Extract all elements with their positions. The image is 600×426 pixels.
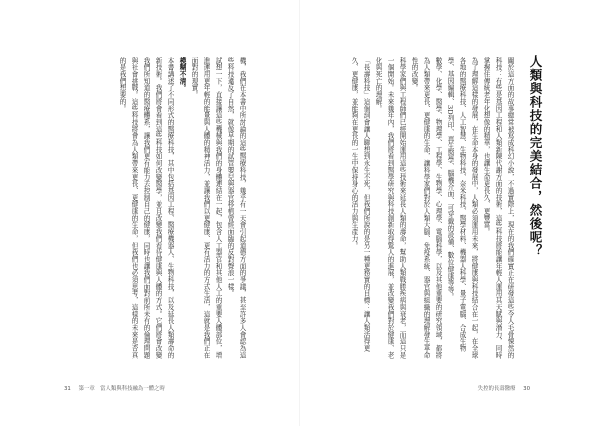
section-title: 人類與科技的完美結合，然後呢？	[528, 55, 543, 258]
right-footer	[478, 384, 536, 392]
left-chapter-title: 第一章 當人類與科技融為一體之時	[78, 386, 165, 392]
right-page-number: 30	[523, 386, 530, 392]
left-page-body	[70, 57, 248, 365]
right-paragraph-5: 「長壽科技」這個詞會讓人聯想到永生不死，但我們所說的是另一種更務實的目標：讓人類活得更久、更健康，並能夠在更長的一生中保持身心的活力與生產力。	[350, 57, 370, 352]
right-page-body	[330, 57, 516, 365]
right-paragraph-2: 為了理解這樣的發展，在生命本身的發展中，人類必須運用未來，將健康與科技結合在一起，在全球各地的醫療科技、人工智慧、生物科技、奈米科技、醫學材料、機器人科學、量子電腦、合成生物學、基因編輯、3D列印、再生醫學、腦機介面、可穿戴的設備、數位健康等等。	[446, 57, 478, 359]
left-paragraph-1: 機，我們在本書中所討論的這些醫療科技，幾乎有一天會引起道德方面的爭議，甚至許多人會認為這些科技違反了自然，就像早期的試管嬰兒與器官移植曾經面臨的反對聲浪一樣。	[226, 57, 246, 359]
left-paragraph-3: 模糊不清。	[178, 57, 186, 92]
book-gutter	[299, 0, 300, 426]
left-paragraph-2: 試想一下，直接讓這些機械與我們的身體連結在一起，包含人工器官和其他人工的重要人體部位，增進運用更年輕的能量與人體的精神活力，並讓我們以更健康、更有活力的方式生活，這就是我們正在面對的現實。	[190, 57, 222, 359]
left-footer	[64, 384, 171, 392]
right-paragraph-4: 科學家們與工程師們已經開始運用這些技術來延長人類的壽命，幫助人類戰勝疾病與衰老，而這只是一個開始。未來幾年內，我們將看到醫學研究與科技創新取得驚人的進展，並改變我們對於健康、老化與死亡的理解。	[374, 57, 406, 359]
left-paragraph-4: 本書講述了不同形式的醫療科技，其中包括基因工程、醫療機器人、生物科技，以及延長人類壽命的新技術。我們將會看到這些科技如何改變醫學，並且改變我們看待健康與人體的方式。它們將會改變我們所知道的醫療體系，讓我們更有能力去控制自己的健康，同時也讓我們面對前所未有的倫理問題與社會挑戰。這些科技將會為人類帶來更長、更健康的生命，但我們也必須思考，這樣的未來是否真的是我們想要的。	[118, 57, 174, 359]
left-page-number: 31	[64, 386, 71, 392]
right-paragraph-3: 數學、化學、醫學、物理學、工程學、生物學、心理學、電腦科學，以及其他重要的研究領域，都將為人類帶來更長、更健康的生命，讓科學家們對於人類大腦、免疫系統、器官與組織的理解發生革命性的改變。	[410, 57, 442, 359]
right-paragraph-1: 關於這方面的故事總常被寫成科幻小說，不過實際上，現在的我們確實正在研發這些令人毛骨悚然的科技：有些是基因工程和人類新陳代謝方面的技術，這些科技將能讓年輕人運用其天賦與潛力，同時掌握住傳統老年化想像的精華，也讓生命更長久、更豐富。	[482, 57, 514, 359]
right-running-title: 失控的長壽醫療	[477, 386, 516, 392]
